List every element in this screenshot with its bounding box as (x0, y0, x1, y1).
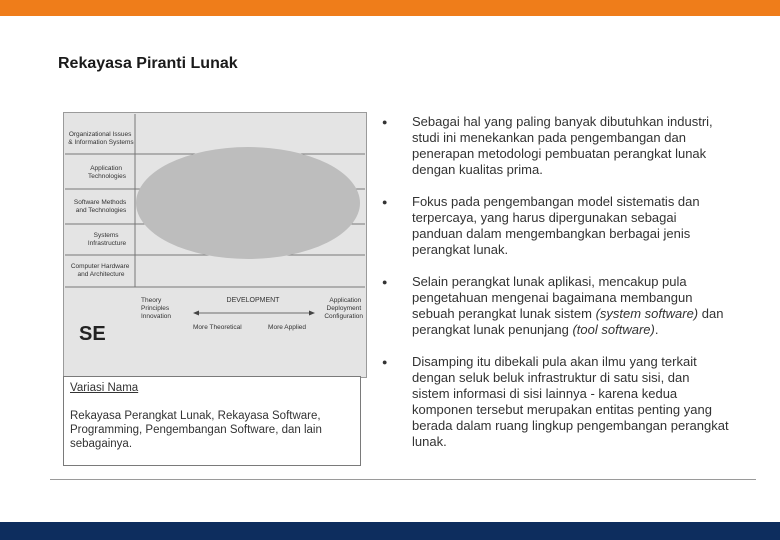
se-label: SE (79, 323, 106, 345)
bullet-text: Sebagai hal yang paling banyak dibutuhkan industri, studi ini menekankan pada pengembangan dan penerapan metodologi pembuatan perangkat lunak dengan kualitas prima. (412, 114, 713, 177)
row-label-application: Application Technologies (88, 165, 126, 180)
list-item (380, 114, 730, 178)
bullet-list (380, 114, 730, 466)
bullet-text: Selain perangkat lunak aplikasi, mencakup pula pengetahuan mengenai bagaimana membangun sebuah perangkat lunak sistem (system software) dan perangkat lunak penunjang (tool software). (412, 274, 724, 337)
arrow-left-label: More Theoretical (193, 324, 242, 331)
bottom-accent-bar (0, 522, 780, 540)
footer-divider (50, 479, 756, 480)
variasi-text: Rekayasa Perangkat Lunak, Rekayasa Software, Programming, Pengembangan Software, dan lain sebagainya. (70, 410, 322, 450)
variasi-nama-box (63, 376, 361, 466)
development-label: DEVELOPMENT (226, 297, 280, 304)
se-diagram (63, 112, 367, 378)
row-label-systems: Systems Infrastructure (87, 232, 127, 247)
list-item (380, 354, 730, 450)
page-title: Rekayasa Piranti Lunak (58, 55, 238, 72)
bullet-icon: ● (382, 117, 388, 127)
list-item (380, 274, 730, 338)
list-item (380, 194, 730, 258)
bullet-icon: ● (382, 277, 388, 287)
tool-software-term: (tool software) (572, 322, 655, 337)
bottom-left-labels: Theory Principles Innovation (141, 297, 171, 320)
bullet-icon: ● (382, 357, 388, 367)
bullet-icon: ● (382, 197, 388, 207)
top-accent-bar (0, 0, 780, 16)
bullet-text: Fokus pada pengembangan model sistematis dan terpercaya, yang harus dipergunakan sebagai panduan dalam mengembangkan berbagai jenis perangkat lunak. (412, 194, 700, 257)
row-label-software-methods: Software Methods and Technologies (73, 199, 127, 214)
row-label-organizational: Organizational Issues & Information Systems (68, 131, 134, 146)
row-label-hardware: Computer Hardware and Architecture (70, 263, 130, 278)
arrow-right-label: More Applied (268, 324, 306, 331)
bullet-text: Disamping itu dibekali pula akan ilmu yang terkait dengan seluk beluk infrastruktur di satu sisi, dan sistem informasi di sisi lainnya - karena kedua komponen tersebut merupakan entitas penting yang berada dalam ruang lingkup pengembangan perangkat lunak. (412, 354, 729, 449)
se-diagram-figure (63, 112, 367, 378)
system-software-term: (system software) (595, 306, 699, 321)
bottom-right-labels: Application Deployment Configuration (324, 297, 363, 320)
variasi-title: Variasi Nama (70, 382, 139, 394)
se-ellipse (136, 147, 360, 259)
